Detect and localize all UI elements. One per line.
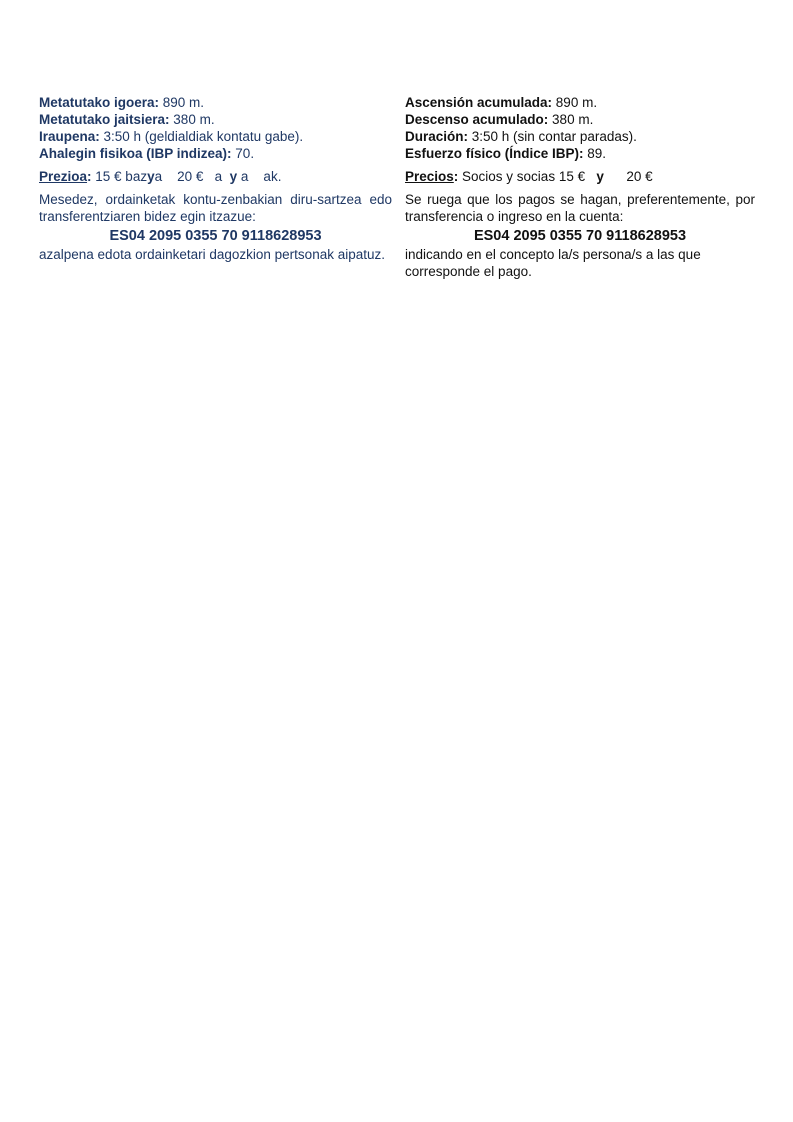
stat-label: Iraupena: <box>39 129 100 144</box>
spanish-column <box>405 94 755 280</box>
stat-value: 890 m. <box>159 95 205 110</box>
payment-note: indicando en el concepto la/s persona/s a las que corresponde el pago. <box>405 247 701 279</box>
stat-value: 89. <box>583 146 607 161</box>
payment-note: azalpena edota ordainketari dagozkion pertsonak aipatuz. <box>39 247 385 262</box>
iban-account-number: ES04 2095 0355 70 9118628953 <box>109 228 322 244</box>
stat-descent <box>405 111 755 128</box>
stat-label: Descenso acumulado: <box>405 112 549 127</box>
stat-value: 380 m. <box>548 112 594 127</box>
stat-value: 3:50 h (sin contar paradas). <box>468 129 637 144</box>
price-text: a 20 € a <box>154 169 230 184</box>
route-stats <box>39 94 392 162</box>
iban-account-number: ES04 2095 0355 70 9118628953 <box>473 228 687 244</box>
stat-ascent <box>39 94 392 111</box>
price-line <box>39 168 392 185</box>
stat-duration <box>405 128 755 145</box>
stat-value: 380 m. <box>169 112 215 127</box>
price-colon: : <box>87 169 92 184</box>
stat-label: Ascensión acumulada: <box>405 95 553 110</box>
price-glyph: y <box>147 169 155 184</box>
price-text: a ak. <box>237 169 282 184</box>
stat-label: Metatutako jaitsiera: <box>39 112 170 127</box>
stat-value: 70. <box>231 146 255 161</box>
price-line <box>405 168 755 185</box>
price-label: Prezioa <box>39 169 88 184</box>
price-glyph: y <box>229 169 238 184</box>
stat-label: Metatutako igoera: <box>39 95 160 110</box>
price-colon: : <box>453 169 459 184</box>
stat-label: Duración: <box>405 129 469 144</box>
route-stats <box>405 94 755 162</box>
price-label: Precios <box>405 169 454 184</box>
basque-column <box>39 94 392 263</box>
payment-instructions: Mesedez, ordainketak kontu-zenbakian diru-sartzea edo transferentziaren bidez egin itzazue: <box>39 192 392 224</box>
price-text: 15 € baz <box>91 169 148 184</box>
stat-duration <box>39 128 392 145</box>
payment-instructions: Se ruega que los pagos se hagan, preferentemente, por transferencia o ingreso en la cuenta: <box>405 192 755 224</box>
stat-effort <box>405 145 755 162</box>
price-glyph: y <box>596 169 604 184</box>
stat-value: 3:50 h (geldialdiak kontatu gabe). <box>99 129 304 144</box>
stat-effort <box>39 145 392 162</box>
stat-label: Esfuerzo físico (Índice IBP): <box>405 146 584 161</box>
stat-value: 890 m. <box>552 95 598 110</box>
stat-descent <box>39 111 392 128</box>
price-text: 20 € <box>603 169 653 184</box>
price-text: Socios y socias 15 € <box>458 169 597 184</box>
stat-label: Ahalegin fisikoa (IBP indizea): <box>39 146 232 161</box>
stat-ascent <box>405 94 755 111</box>
